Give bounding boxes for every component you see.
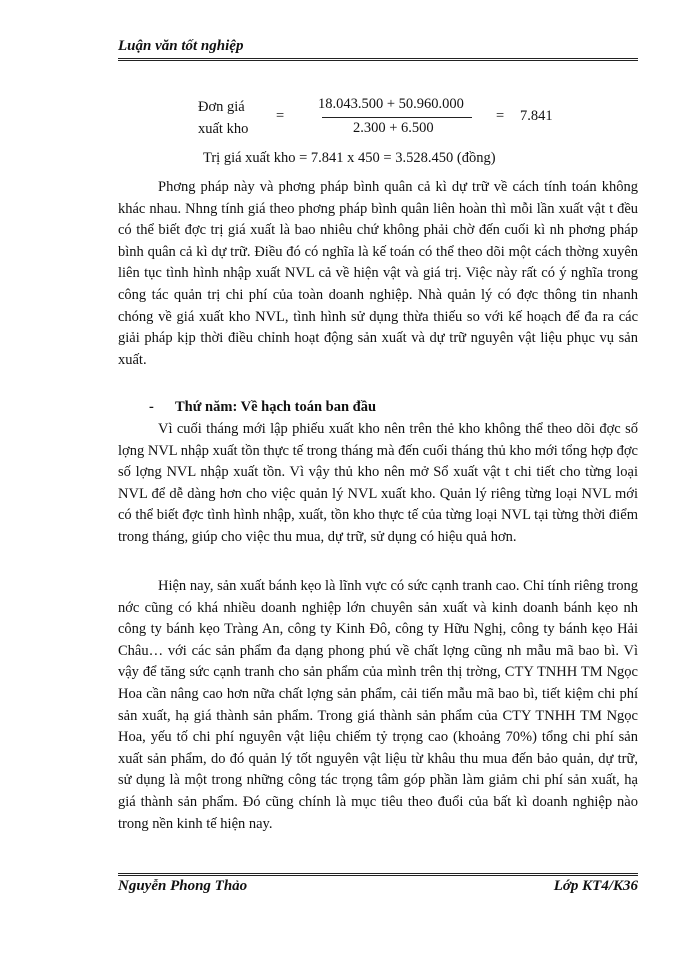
paragraph-1: Phơng pháp này và phơng pháp bình quân cả kì dự trữ về cách tính toán không khác nhau. Nhng tính giá theo phơng pháp bình quân liên hoàn thì mỗi lần xuất vật t đều có thể biết đợc trị giá xuất là bao nhiêu chứ không phải chờ đến cuối kì nh phơng pháp bình quân cả kì dự trữ. Điều đó có nghĩa là kế toán có thể theo dõi một cách thờng xuyên liên tục tình hình nhập xuất NVL cả về hiện vật và giá trị. Việc này rất có ý nghĩa trong công tác quản trị chi phí của toàn doanh nghiệp. Nhà quản lý có đợc thông tin nhanh chóng về giá xuất kho NVL, tình hình sử dụng thừa thiếu so với kế hoạch để đa ra các giải pháp kịp thời điều chỉnh hoạt động sản xuất và dự trữ nguyên vật liệu phục vụ sản xuất. [118,179,638,368]
header-rule-double [118,60,638,61]
section-heading [149,399,376,416]
header-rule [118,58,638,59]
formula-label-line2: xuất kho [198,121,249,137]
heading-dash: - [149,399,154,415]
unit-price-formula [198,94,598,144]
formula-equals-2: = [496,108,505,124]
footer-rule [118,873,638,874]
export-value-line: Trị giá xuất kho = 7.841 x 450 = 3.528.450 (đồng) [203,150,496,166]
footer-class: Lớp KT4/K36 [553,878,638,894]
heading-text: Thứ năm: Về hạch toán ban đầu [175,399,377,415]
footer-rule-double [118,875,638,876]
footer-author: Nguyễn Phong Thảo [118,878,248,894]
formula-label-line1: Đơn giá [198,99,245,115]
fraction-bar [322,117,472,118]
paragraph-3: Hiện nay, sản xuất bánh kẹo là lĩnh vực có sức cạnh tranh cao. Chỉ tính riêng trong nớc cũng có khá nhiều doanh nghiệp lớn chuyên sản xuất và kinh doanh bánh kẹo nh công ty bánh kẹo Tràng An, công ty Kinh Đô, công ty Hữu Nghị, công ty bánh kẹo Hải Châu… với các sản phẩm đa dạng phong phú về chất lợng cũng nh mẫu mã bao bì. Vì vậy để tăng sức cạnh tranh cho sản phẩm của mình trên thị trờng, CTY TNHH TM Ngọc Hoa cần nâng cao hơn nữa chất lợng sản phẩm, cải tiến mẫu mã bao bì, tiết kiệm chi phí sản xuất, hạ giá thành sản phẩm. Trong giá thành sản phẩm của CTY TNHH TM Ngọc Hoa, yếu tố chi phí nguyên vật liệu chiếm tỷ trọng cao (khoảng 70%) tổng chi phí sản xuất sản phẩm, do đó quản lý tốt nguyên vật liệu từ khâu thu mua đến bảo quản, dự trữ, sử dụng là một trong những công tác trọng tâm góp phần làm giảm chi phí sản xuất, hạ giá thành sản phẩm. Đó cũng chính là mục tiêu theo đuổi của bất kì doanh nghiệp nào trong nền kinh tế hiện nay. [118,578,638,832]
formula-numerator: 18.043.500 + 50.960.000 [318,96,464,112]
formula-result: 7.841 [520,108,553,124]
page-header-title: Luận văn tốt nghiệp [118,38,244,54]
formula-denominator: 2.300 + 6.500 [353,120,434,136]
formula-equals-1: = [276,108,285,124]
paragraph-2: Vì cuối tháng mới lập phiếu xuất kho nên trên thẻ kho không thể theo dõi đợc số lợng NVL nhập xuất tồn thực tế trong tháng mà đến cuối tháng thủ kho mới tổng hợp đợc số lợng NVL nhập xuất tồn. Vì vậy thủ kho nên mở Sổ xuất vật t chi tiết cho từng loại NVL để dễ dàng hơn cho việc quản lý NVL xuất kho. Quản lý riêng từng loại NVL mới có thể biết đợc tình hình nhập, xuất, tồn kho thực tế của từng loại NVL tại từng thời điểm trong tháng, giúp cho việc thu mua, dự trữ, sử dụng có hiệu quả hơn. [118,421,638,545]
